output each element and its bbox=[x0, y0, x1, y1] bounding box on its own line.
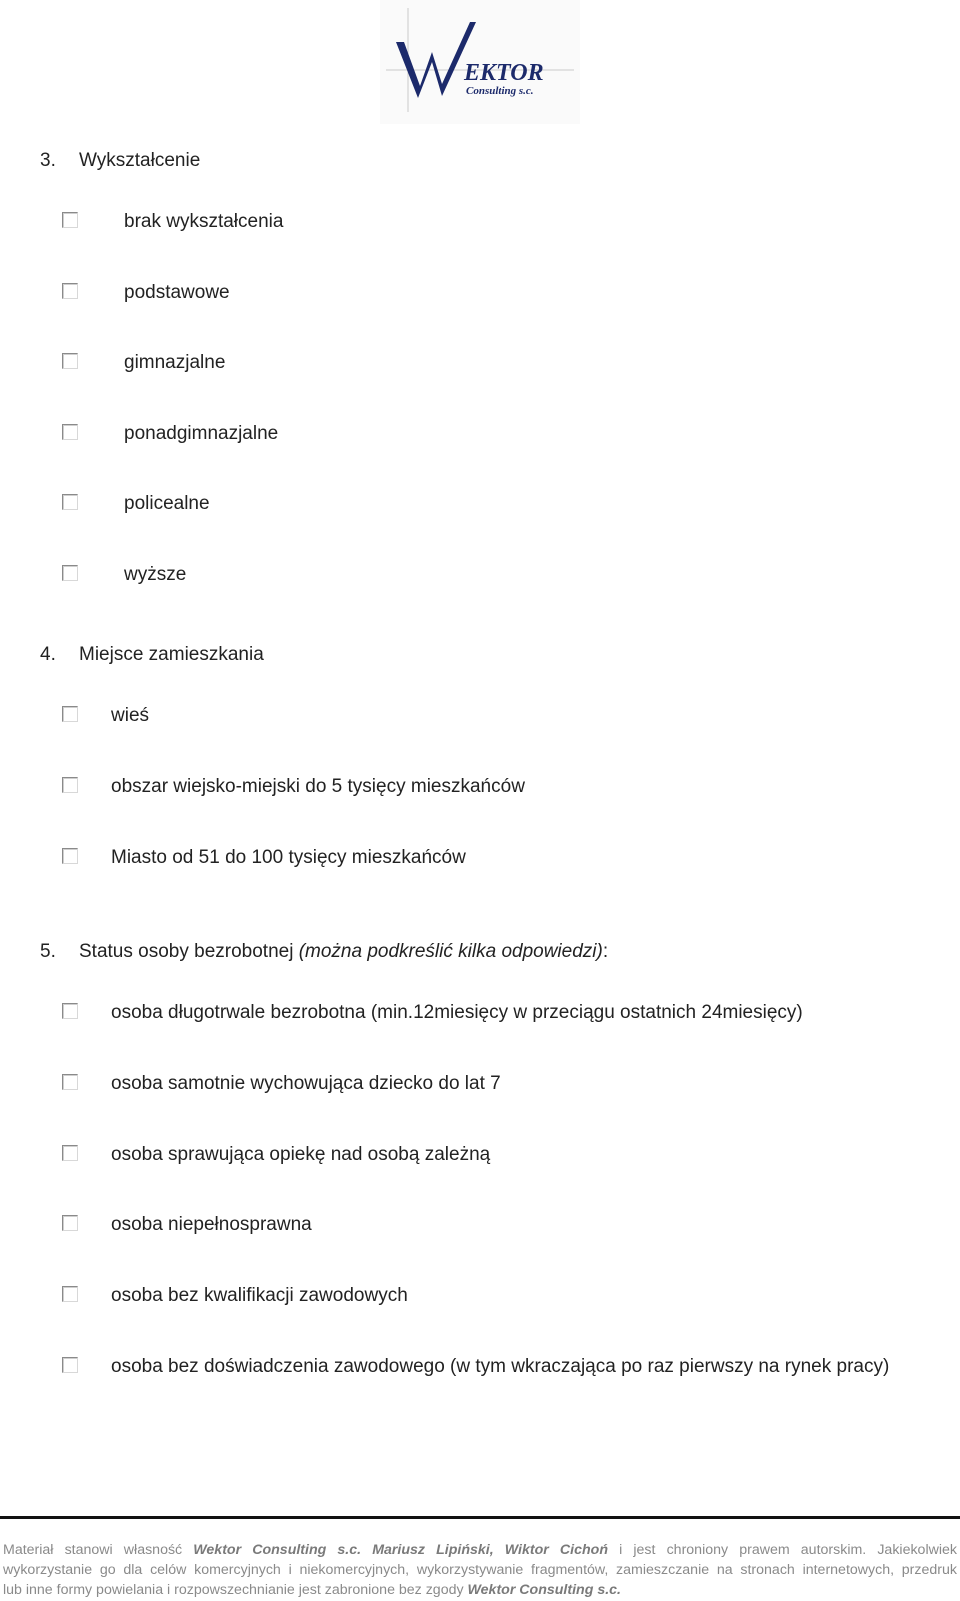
footer-text: i jest chroniony prawem autorskim. Jakiekolwiek bbox=[619, 1542, 957, 1558]
option-label: brak wykształcenia bbox=[124, 211, 284, 232]
section-suffix: : bbox=[602, 941, 609, 962]
option-label: osoba samotnie wychowująca dziecko do lat 7 bbox=[111, 1073, 501, 1094]
option-label: wyższe bbox=[124, 564, 187, 585]
footer-divider bbox=[0, 1516, 960, 1519]
footer-line bbox=[3, 1580, 957, 1600]
section-heading-unemployment-status bbox=[40, 941, 608, 963]
checkbox[interactable] bbox=[62, 424, 78, 440]
footer-owner: Wektor Consulting s.c. Mariusz Lipiński, Wiktor Cichoń bbox=[193, 1542, 608, 1558]
option-label: gimnazjalne bbox=[124, 352, 226, 373]
section-number: 4. bbox=[40, 644, 56, 665]
svg-text:Consulting s.c.: Consulting s.c. bbox=[466, 85, 534, 97]
checkbox[interactable] bbox=[62, 1286, 78, 1302]
option-label: osoba bez doświadczenia zawodowego (w tym wkraczająca po raz pierwszy na rynek pracy) bbox=[111, 1356, 890, 1377]
section-number: 3. bbox=[40, 150, 56, 171]
checkbox[interactable] bbox=[62, 1074, 78, 1090]
option-label: obszar wiejsko-miejski do 5 tysięcy mieszkańców bbox=[111, 776, 525, 797]
footer-text: Materiał stanowi własność bbox=[3, 1542, 183, 1558]
footer-owner: Wektor Consulting s.c. bbox=[467, 1582, 621, 1598]
checkbox[interactable] bbox=[62, 777, 78, 793]
footer-text: lub inne formy powielania i rozpowszechnianie jest zabronione bez zgody bbox=[3, 1582, 464, 1598]
section-note: (można podkreślić kilka odpowiedzi) bbox=[298, 941, 603, 962]
option-label: osoba sprawująca opiekę nad osobą zależną bbox=[111, 1144, 491, 1165]
option-label: osoba długotrwale bezrobotna (min.12miesięcy w przeciągu ostatnich 24miesięcy) bbox=[111, 1002, 803, 1023]
svg-text:EKTOR: EKTOR bbox=[464, 60, 544, 86]
option-label: policealne bbox=[124, 493, 210, 514]
checkbox[interactable] bbox=[62, 1003, 78, 1019]
checkbox[interactable] bbox=[62, 1357, 78, 1373]
checkbox[interactable] bbox=[62, 848, 78, 864]
option-label: podstawowe bbox=[124, 282, 230, 303]
checkbox[interactable] bbox=[62, 565, 78, 581]
checkbox[interactable] bbox=[62, 706, 78, 722]
option-label: osoba niepełnosprawna bbox=[111, 1214, 312, 1235]
section-number: 5. bbox=[40, 941, 56, 962]
footer-line: wykorzystanie go dla celów komercyjnych i niekomercyjnych, wykorzystywanie fragmentów, zamieszczanie na stronach internetowych, przedruk bbox=[3, 1562, 957, 1578]
section-heading-education bbox=[40, 150, 200, 172]
company-logo bbox=[380, 0, 580, 124]
checkbox[interactable] bbox=[62, 1145, 78, 1161]
checkbox[interactable] bbox=[62, 494, 78, 510]
section-title: Status osoby bezrobotnej bbox=[79, 941, 294, 962]
checkbox[interactable] bbox=[62, 1215, 78, 1231]
checkbox[interactable] bbox=[62, 353, 78, 369]
option-label: wieś bbox=[111, 705, 150, 726]
footer-line bbox=[3, 1540, 957, 1560]
option-label: ponadgimnazjalne bbox=[124, 423, 279, 444]
option-label: Miasto od 51 do 100 tysięcy mieszkańców bbox=[111, 847, 466, 868]
checkbox[interactable] bbox=[62, 283, 78, 299]
section-title: Wykształcenie bbox=[79, 150, 201, 171]
section-title: Miejsce zamieszkania bbox=[79, 644, 264, 665]
checkbox[interactable] bbox=[62, 212, 78, 228]
option-label: osoba bez kwalifikacji zawodowych bbox=[111, 1285, 408, 1306]
section-heading-residence bbox=[40, 644, 264, 666]
copyright-footer bbox=[3, 1540, 957, 1600]
